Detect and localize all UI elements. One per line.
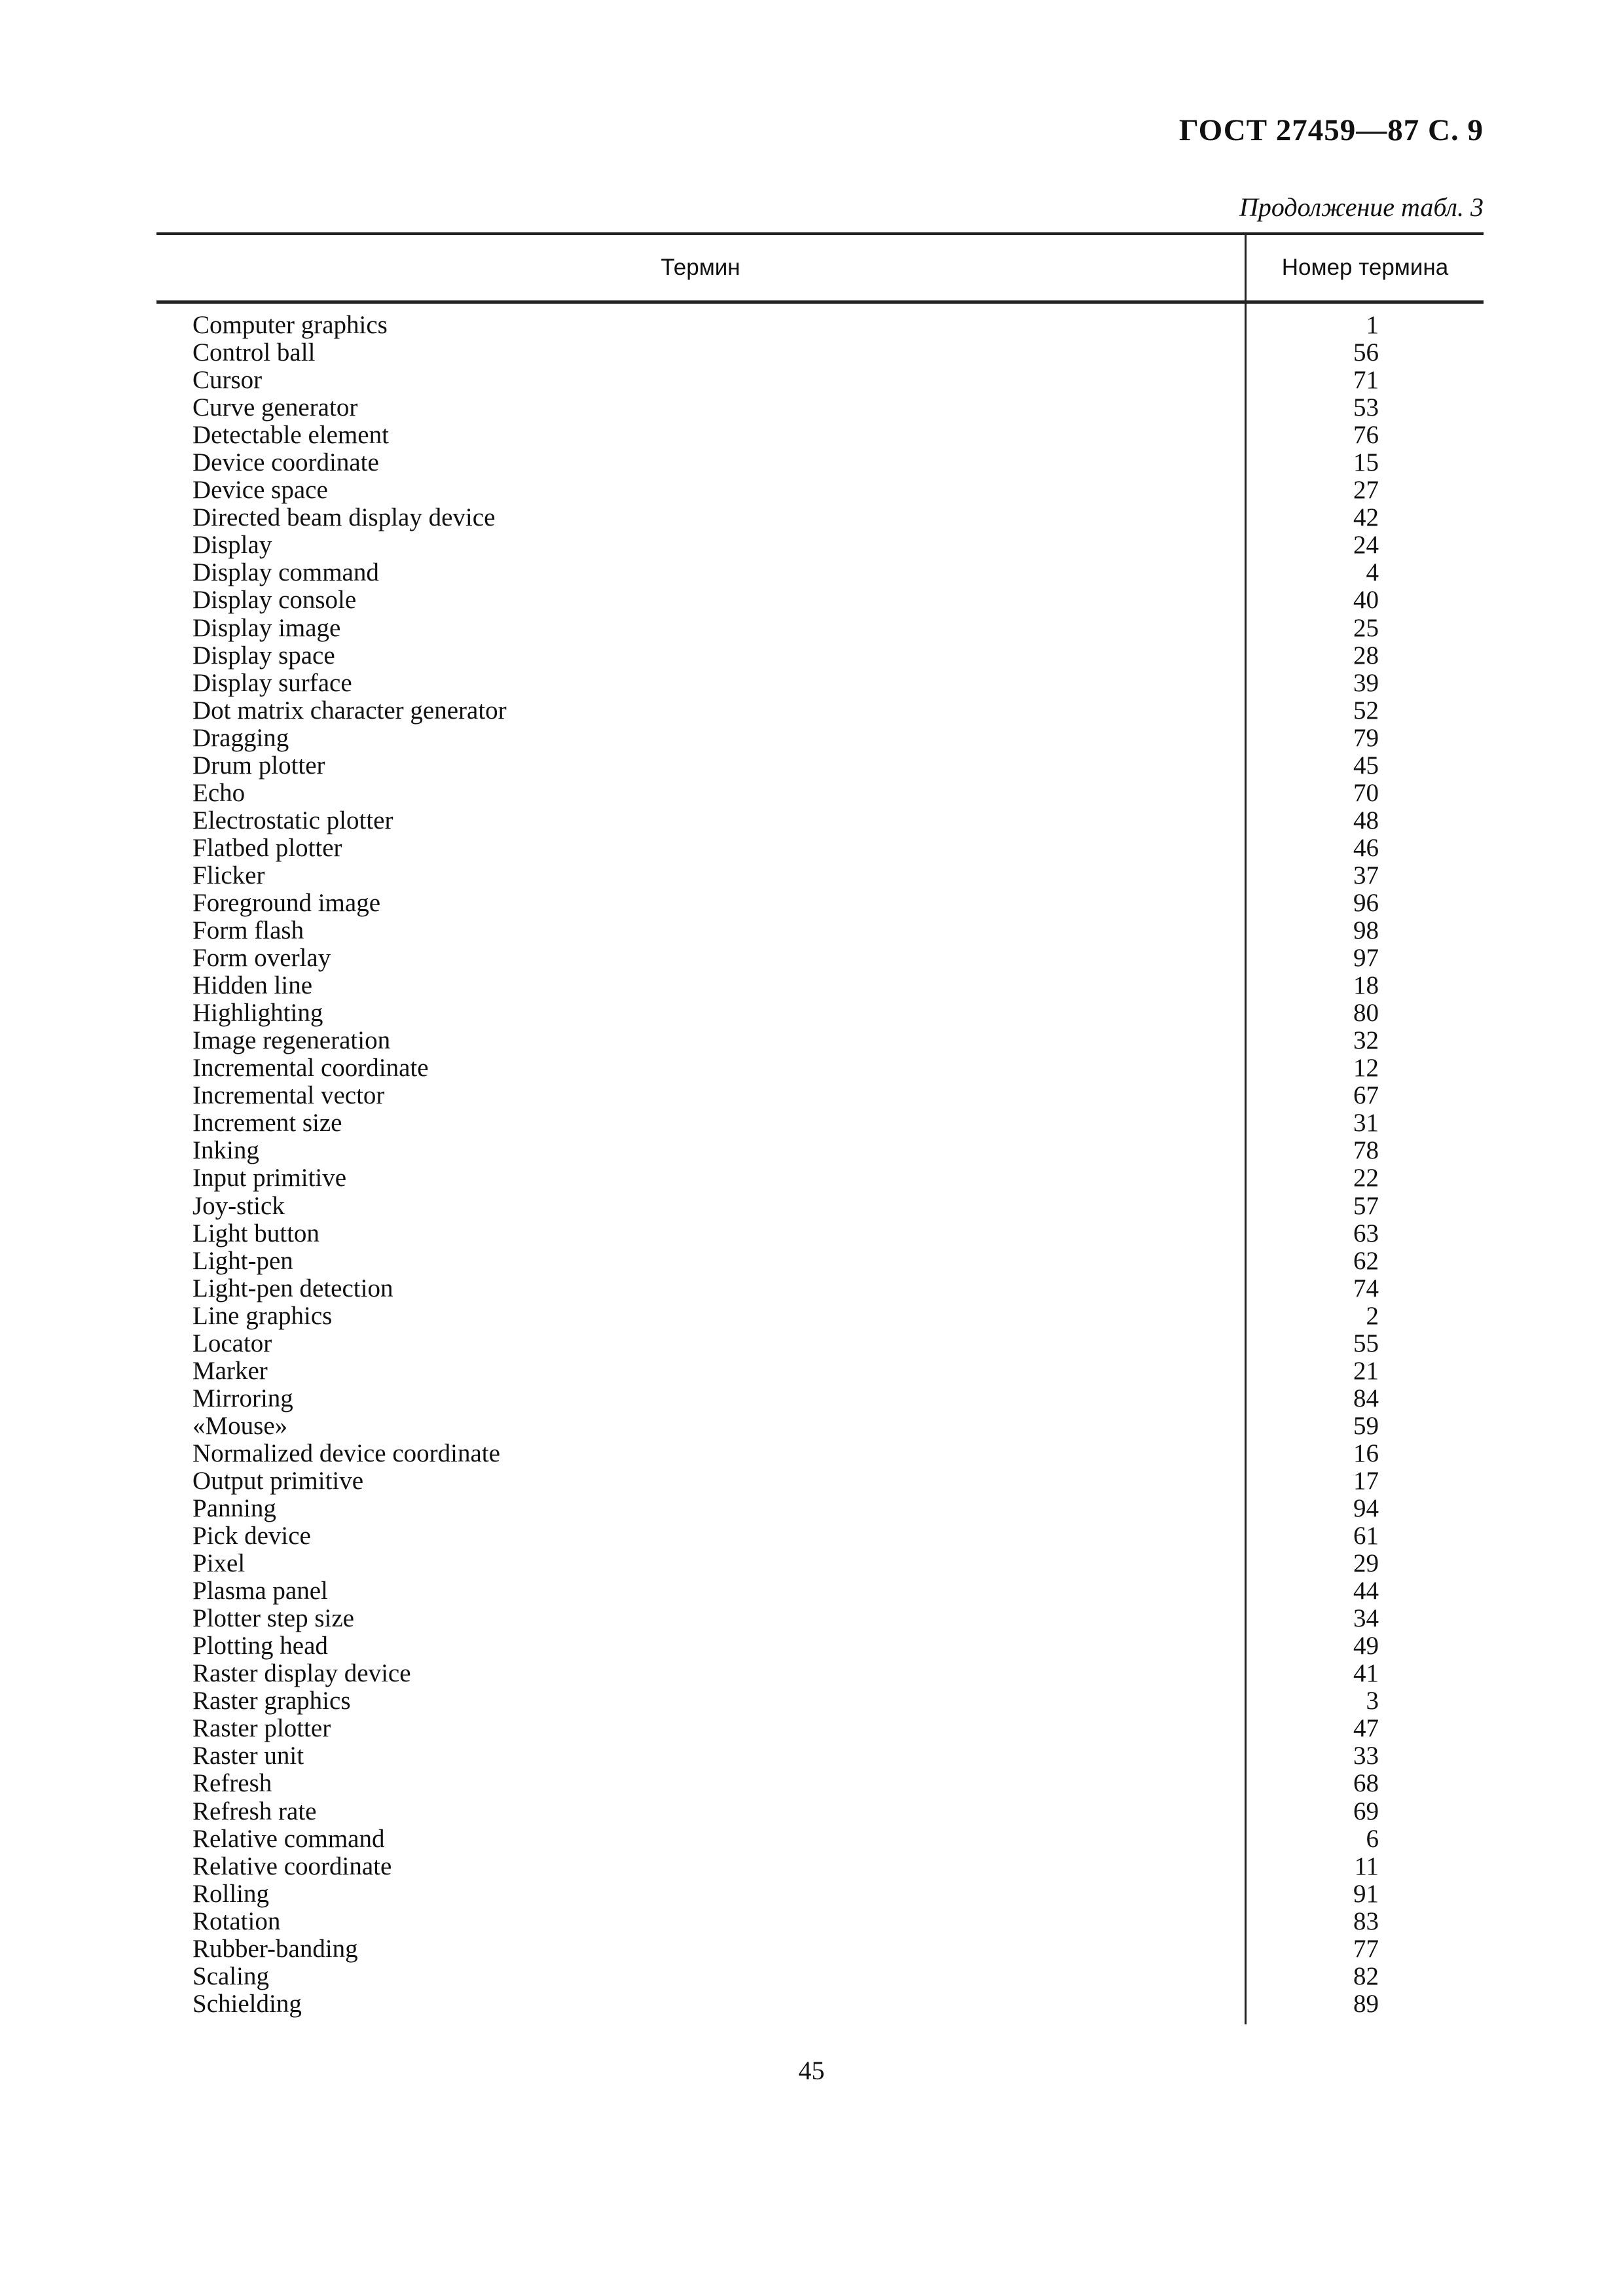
term-cell: Device space <box>192 476 328 505</box>
term-number-cell: 56 <box>1353 338 1379 367</box>
term-number-cell: 18 <box>1353 971 1379 1000</box>
term-number-cell: 67 <box>1353 1081 1379 1110</box>
term-number-cell: 27 <box>1353 476 1379 505</box>
table-header-row <box>156 235 1484 300</box>
term-number-cell: 80 <box>1353 999 1379 1028</box>
term-cell: Scaling <box>192 1962 269 1990</box>
term-cell: Rolling <box>192 1879 270 1908</box>
term-cell: Normalized device coordinate <box>192 1439 500 1467</box>
term-cell: Raster unit <box>192 1742 304 1770</box>
term-number-cell: 11 <box>1354 1852 1379 1880</box>
term-number-cell: 32 <box>1353 1026 1379 1055</box>
term-number-cell: 25 <box>1353 613 1379 642</box>
term-cell: Device coordinate <box>192 448 379 477</box>
term-cell: Locator <box>192 1329 272 1357</box>
term-cell: Mirroring <box>192 1384 293 1412</box>
term-number-cell: 55 <box>1353 1329 1379 1357</box>
term-number-cell: 48 <box>1353 806 1379 834</box>
term-number-cell: 82 <box>1353 1962 1379 1990</box>
term-number-cell: 16 <box>1353 1439 1379 1467</box>
term-cell: Display console <box>192 586 357 615</box>
term-cell: Pick device <box>192 1522 311 1551</box>
document-header-title: ГОСТ 27459—87 С. 9 <box>1178 113 1484 147</box>
term-number-cell: 3 <box>1366 1687 1379 1715</box>
term-cell: Plotting head <box>192 1632 328 1660</box>
term-number-cell: 61 <box>1353 1522 1379 1551</box>
term-cell: Incremental coordinate <box>192 1054 429 1083</box>
term-number-cell: 57 <box>1353 1191 1379 1220</box>
term-cell: Foreground image <box>192 888 381 917</box>
term-cell: Rubber-banding <box>192 1934 358 1963</box>
term-number-cell: 70 <box>1353 778 1379 807</box>
term-cell: Display surface <box>192 668 352 697</box>
term-number-cell: 68 <box>1353 1769 1379 1798</box>
number-column <box>1247 304 1484 2024</box>
term-cell: Schielding <box>192 1989 302 2018</box>
term-number-cell: 62 <box>1353 1246 1379 1275</box>
term-number-cell: 4 <box>1366 558 1379 587</box>
term-number-cell: 74 <box>1353 1274 1379 1302</box>
term-number-cell: 12 <box>1353 1054 1379 1083</box>
term-number-cell: 37 <box>1353 861 1379 889</box>
term-number-cell: 41 <box>1353 1659 1379 1688</box>
term-cell: Computer graphics <box>192 311 388 339</box>
term-number-cell: 77 <box>1353 1934 1379 1963</box>
term-number-cell: 15 <box>1353 448 1379 477</box>
term-cell: Relative coordinate <box>192 1852 392 1880</box>
term-number-cell: 2 <box>1366 1301 1379 1330</box>
term-number-cell: 83 <box>1353 1907 1379 1935</box>
term-number-cell: 76 <box>1353 421 1379 450</box>
term-cell: Refresh rate <box>192 1797 317 1825</box>
column-header-term: Термин <box>156 235 1247 300</box>
term-cell: Light-pen <box>192 1246 293 1275</box>
term-number-cell: 31 <box>1353 1109 1379 1138</box>
term-cell: Image regeneration <box>192 1026 391 1055</box>
term-number-cell: 39 <box>1353 668 1379 697</box>
term-number-cell: 29 <box>1353 1549 1379 1578</box>
term-cell: Electrostatic plotter <box>192 806 393 834</box>
term-cell: Dragging <box>192 723 289 752</box>
term-number-cell: 1 <box>1366 311 1379 339</box>
term-number-cell: 40 <box>1353 586 1379 615</box>
term-cell: Control ball <box>192 338 316 367</box>
term-number-cell: 17 <box>1353 1466 1379 1495</box>
term-cell: Raster display device <box>192 1659 411 1688</box>
term-number-cell: 69 <box>1353 1797 1379 1825</box>
term-cell: Detectable element <box>192 421 389 450</box>
term-cell: Curve generator <box>192 393 358 422</box>
term-cell: Incremental vector <box>192 1081 385 1110</box>
term-column <box>156 304 1247 2024</box>
term-cell: Rotation <box>192 1907 281 1935</box>
term-number-cell: 97 <box>1353 944 1379 973</box>
term-number-cell: 6 <box>1366 1824 1379 1853</box>
term-cell: Input primitive <box>192 1164 347 1193</box>
term-number-cell: 24 <box>1353 531 1379 560</box>
term-cell: Output primitive <box>192 1466 364 1495</box>
term-cell: Highlighting <box>192 999 323 1028</box>
term-number-cell: 28 <box>1353 641 1379 670</box>
term-cell: Plotter step size <box>192 1604 354 1633</box>
term-cell: Raster graphics <box>192 1687 351 1715</box>
term-number-cell: 42 <box>1353 503 1379 532</box>
term-cell: Flicker <box>192 861 265 889</box>
term-cell: Form flash <box>192 916 304 945</box>
term-cell: Display space <box>192 641 335 670</box>
term-cell: Display image <box>192 613 341 642</box>
term-cell: Display <box>192 531 272 560</box>
term-number-cell: 71 <box>1353 366 1379 395</box>
term-cell: Inking <box>192 1136 259 1165</box>
table-body <box>156 304 1484 2024</box>
term-number-cell: 63 <box>1353 1219 1379 1247</box>
term-number-cell: 52 <box>1353 696 1379 725</box>
term-cell: Pixel <box>192 1549 246 1578</box>
term-cell: Directed beam display device <box>192 503 496 532</box>
term-cell: Light-pen detection <box>192 1274 393 1302</box>
term-number-cell: 53 <box>1353 393 1379 422</box>
term-cell: Cursor <box>192 366 263 395</box>
term-cell: Joy-stick <box>192 1191 285 1220</box>
term-cell: Line graphics <box>192 1301 333 1330</box>
term-number-cell: 49 <box>1353 1632 1379 1660</box>
terms-table <box>156 232 1484 2024</box>
term-number-cell: 89 <box>1353 1989 1379 2018</box>
table-continuation-label: Продолжение табл. 3 <box>1239 192 1484 222</box>
term-number-cell: 34 <box>1353 1604 1379 1633</box>
term-number-cell: 46 <box>1353 833 1379 862</box>
term-number-cell: 96 <box>1353 888 1379 917</box>
term-cell: Relative command <box>192 1824 385 1853</box>
term-number-cell: 91 <box>1353 1879 1379 1908</box>
column-header-number: Номер термина <box>1281 255 1449 280</box>
term-number-cell: 84 <box>1353 1384 1379 1412</box>
term-cell: Light button <box>192 1219 319 1247</box>
term-number-cell: 94 <box>1353 1494 1379 1523</box>
term-cell: Flatbed plotter <box>192 833 342 862</box>
term-cell: Panning <box>192 1494 276 1523</box>
term-cell: Raster plotter <box>192 1714 331 1743</box>
page-number: 45 <box>798 2056 825 2085</box>
term-cell: Echo <box>192 778 246 807</box>
term-number-cell: 59 <box>1353 1411 1379 1440</box>
term-cell: Form overlay <box>192 944 331 973</box>
term-number-cell: 21 <box>1353 1356 1379 1385</box>
term-cell: Drum plotter <box>192 751 325 780</box>
term-number-cell: 22 <box>1353 1164 1379 1193</box>
term-cell: Hidden line <box>192 971 313 1000</box>
term-number-cell: 79 <box>1353 723 1379 752</box>
term-number-cell: 47 <box>1353 1714 1379 1743</box>
term-number-cell: 33 <box>1353 1742 1379 1770</box>
term-number-cell: 44 <box>1353 1577 1379 1605</box>
term-cell: Marker <box>192 1356 268 1385</box>
term-number-cell: 45 <box>1353 751 1379 780</box>
term-cell: Dot matrix character generator <box>192 696 507 725</box>
term-number-cell: 98 <box>1353 916 1379 945</box>
term-cell: Increment size <box>192 1109 342 1138</box>
term-number-cell: 78 <box>1353 1136 1379 1165</box>
term-cell: Display command <box>192 558 379 587</box>
term-cell: «Mouse» <box>192 1411 288 1440</box>
term-cell: Plasma panel <box>192 1577 328 1605</box>
term-cell: Refresh <box>192 1769 272 1798</box>
